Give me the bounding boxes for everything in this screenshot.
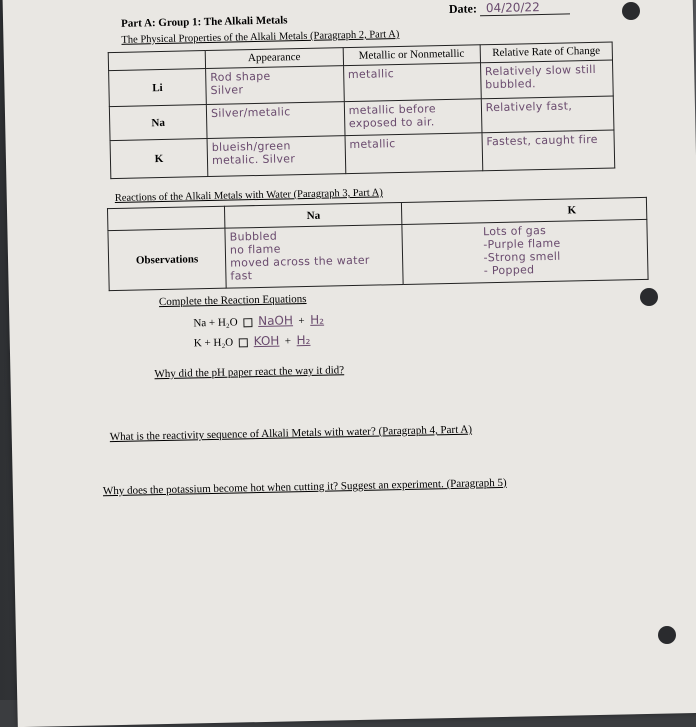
date-value: 04/20/22 [480,0,570,16]
arrow-box-icon [243,318,252,327]
appearance-cell: blueish/green metalic. Silver [207,136,345,177]
element-cell: Li [109,69,207,107]
date-field [449,0,570,17]
na-observations: Bubbled no flame moved across the water fast [225,224,404,288]
reactions-header-blank [107,206,224,230]
eq2-reactants: K + H₂O [193,336,234,350]
table-header: Appearance [205,48,343,69]
metallic-cell: metallic [345,133,483,174]
equation-row [194,333,311,349]
question-reactivity: What is the reactivity sequence of Alkali Metals with water? (Paragraph 4, Part A) [109,423,473,444]
appearance-cell: Silver/metalic [206,102,344,139]
rate-cell: Relatively slow still bubbled. [480,60,613,99]
reactions-header-na: Na [225,202,403,228]
eq2-product1: KOH [253,333,280,349]
equation-row [193,313,324,330]
metallic-cell: metallic [343,63,481,102]
binder-hole [658,626,676,644]
date-label: Date: [448,1,478,16]
eq1-product1: NaOH [257,313,294,329]
equations-heading: Complete the Reaction Equations [158,293,307,309]
element-cell: Na [109,105,207,141]
eq1-plus: + [298,315,305,328]
observations-label: Observations [108,228,226,290]
table-header: Relative Rate of Change [480,42,613,63]
eq2-plus: + [284,335,292,348]
table-header: Metallic or Nonmetallic [343,45,480,66]
properties-table [108,42,616,180]
worksheet-paper [2,0,696,727]
eq1-reactants: Na + H₂O [193,316,238,330]
appearance-cell: Rod shape Silver [206,66,344,105]
arrow-box-icon [239,338,248,347]
question-potassium: Why does the potassium become hot when cutting it? Suggest an experiment. (Paragraph 5) [102,476,507,498]
rate-cell: Relatively fast, [481,96,614,133]
reactions-table [107,197,649,291]
table-header-blank [108,51,205,71]
metallic-cell: metallic before exposed to air. [344,99,482,136]
part-title: Part A: Group 1: The Alkali Metals [120,14,288,30]
binder-hole [622,2,640,20]
rate-cell: Fastest, caught fire [482,130,615,171]
eq2-product2: H₂ [296,332,311,348]
reactions-title: Reactions of the Alkali Metals with Water (Paragraph 3, Part A) [114,187,383,204]
reactions-header-k: K [402,197,647,224]
k-observations: Lots of gas -Purple flame -Strong smell - Popped [402,219,648,284]
section1-title: The Physical Properties of the Alkali Metals (Paragraph 2, Part A) [121,29,400,46]
eq1-product2: H₂ [310,312,325,327]
element-cell: K [110,139,208,179]
question-ph: Why did the pH paper react the way it did? [154,364,345,381]
binder-hole [640,288,658,306]
